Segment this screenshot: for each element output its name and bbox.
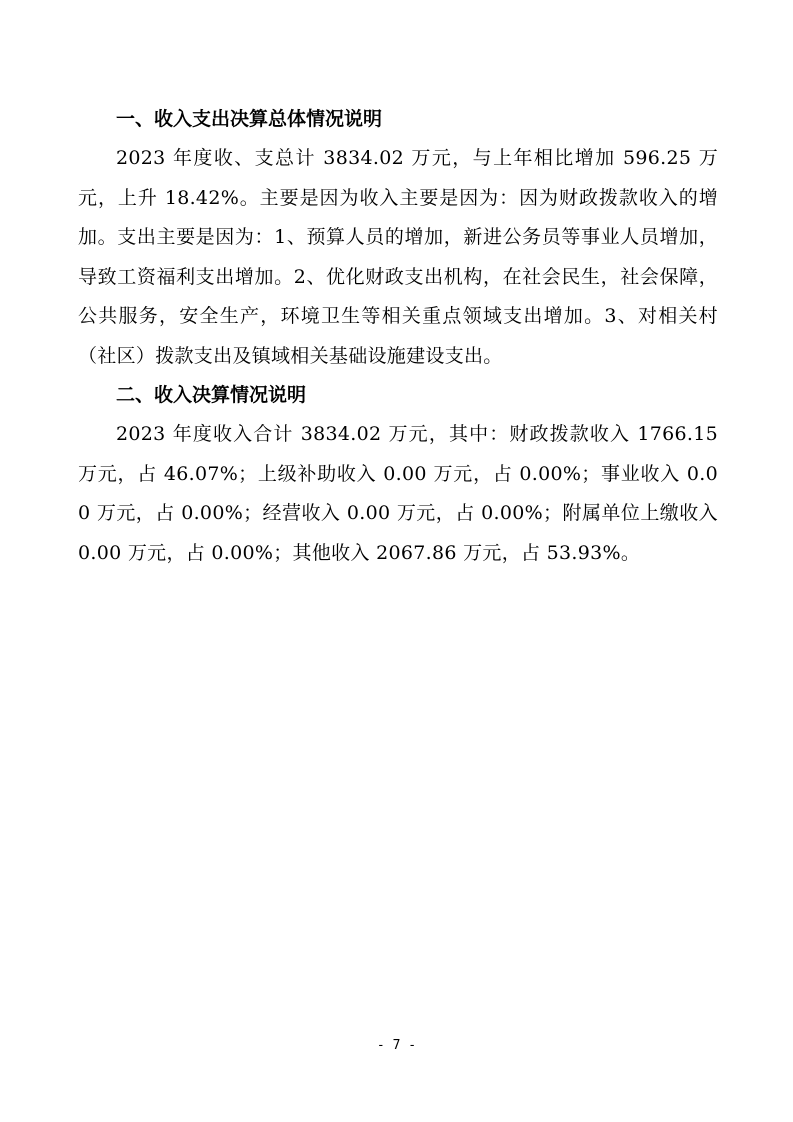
document-body — [78, 100, 718, 573]
page-number: - 7 - — [376, 1038, 417, 1053]
section-heading-income: 二、收入决算情况说明 — [116, 384, 307, 406]
section-paragraph-income: 2023 年度收入合计 3834.02 万元，其中：财政拨款收入 1766.15 万元，占 46.07%；上级补助收入 0.00 万元，占 0.00%；事业收入 0.00 万元，占 0.00%；经营收入 0.00 万元，占 0.00%；附属单位上缴收入 0.00 万元，占 0.00%；其他收入 2067.86 万元，占 53.93%。 — [78, 423, 718, 564]
section-paragraph-overall: 2023 年度收、支总计 3834.02 万元，与上年相比增加 596.25 万元，上升 18.42%。主要是因为收入主要是因为：因为财政拨款收入的增加。支出主要是因为：1、预算人员的增加，新进公务员等事业人员增加，导致工资福利支出增加。2、优化财政支出机构，在社会民生，社会保障，公共服务，安全生产，环境卫生等相关重点领域支出增加。3、对相关村（社区）拨款支出及镇域相关基础设施建设支出。 — [78, 147, 718, 367]
section-heading-overall: 一、收入支出决算总体情况说明 — [116, 108, 383, 130]
